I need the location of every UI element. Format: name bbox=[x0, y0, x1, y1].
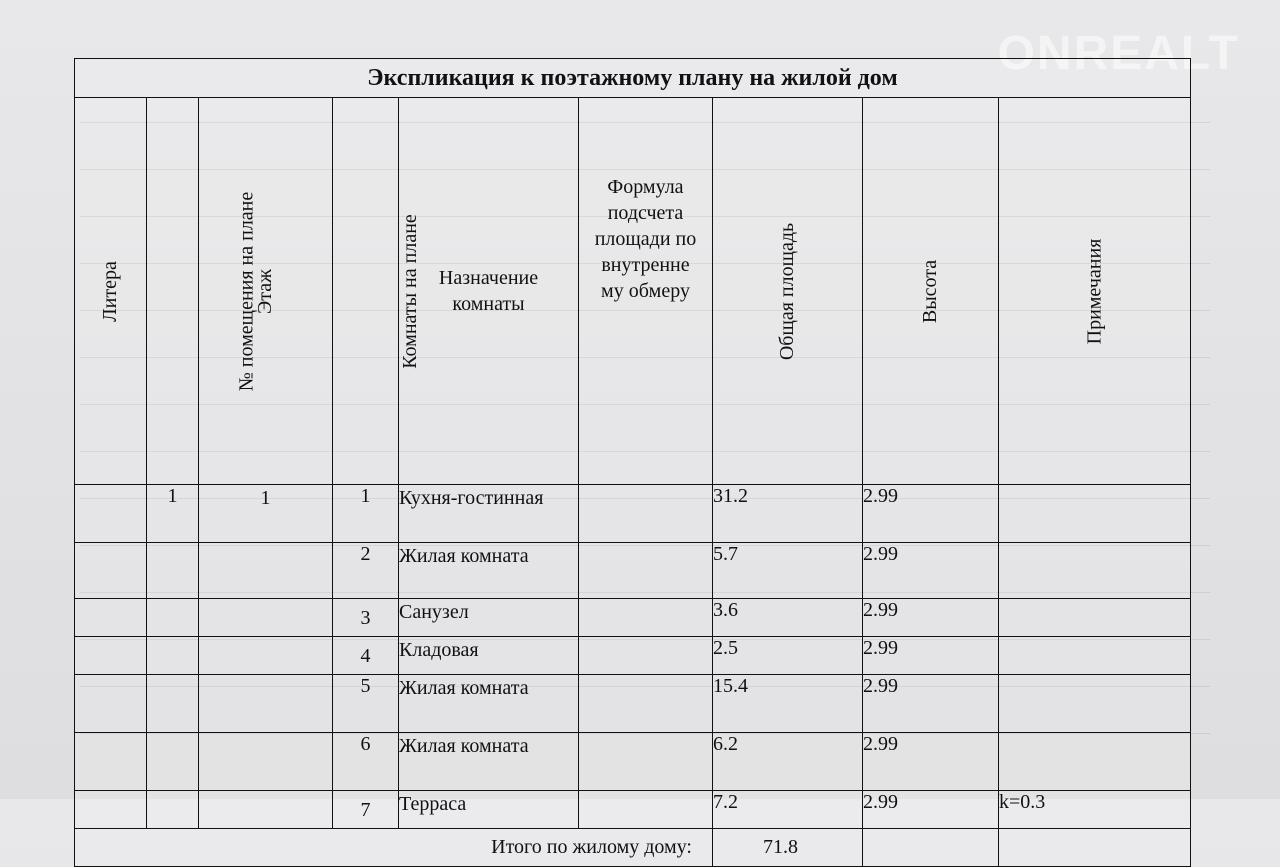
cell-area: 7.2 bbox=[713, 791, 863, 829]
cell-note bbox=[999, 485, 1191, 543]
cell-n: 1 bbox=[333, 485, 399, 543]
header-formula-label: Формула подсчета площади по внутренне му обмеру bbox=[594, 176, 697, 302]
total-note-empty bbox=[999, 829, 1191, 867]
table-row bbox=[75, 599, 1191, 637]
header-height bbox=[863, 98, 999, 485]
cell-name: Кухня-гостинная bbox=[399, 485, 579, 543]
cell-litera bbox=[75, 733, 147, 791]
cell-note: k=0.3 bbox=[999, 791, 1191, 829]
header-litera-label: Литера bbox=[98, 260, 121, 322]
cell-name: Санузел bbox=[399, 599, 579, 637]
header-notes bbox=[999, 98, 1191, 485]
cell-height: 2.99 bbox=[863, 599, 999, 637]
header-floor bbox=[199, 98, 333, 485]
table-row bbox=[75, 485, 1191, 543]
cell-formula bbox=[579, 637, 713, 675]
header-litera bbox=[75, 98, 147, 485]
explication-table bbox=[74, 58, 1191, 867]
cell-floor: 1 bbox=[199, 485, 333, 543]
header-room-no-label: № помещения на плане bbox=[235, 191, 258, 391]
cell-formula bbox=[579, 599, 713, 637]
cell-room-no bbox=[147, 791, 199, 829]
cell-name: Жилая комната bbox=[399, 675, 579, 733]
cell-room-no bbox=[147, 637, 199, 675]
cell-formula bbox=[579, 485, 713, 543]
header-purpose-label: Назначение комнаты bbox=[438, 267, 539, 315]
cell-note bbox=[999, 637, 1191, 675]
cell-floor bbox=[199, 791, 333, 829]
cell-n: 4 bbox=[333, 637, 399, 675]
cell-room-no bbox=[147, 733, 199, 791]
cell-note bbox=[999, 733, 1191, 791]
cell-room-no bbox=[147, 599, 199, 637]
header-area-label: Общая площадь bbox=[775, 222, 798, 360]
cell-litera bbox=[75, 637, 147, 675]
cell-litera bbox=[75, 675, 147, 733]
cell-name: Терраса bbox=[399, 791, 579, 829]
cell-litera bbox=[75, 599, 147, 637]
cell-formula bbox=[579, 733, 713, 791]
cell-litera bbox=[75, 543, 147, 599]
table-row bbox=[75, 543, 1191, 599]
cell-room-no bbox=[147, 675, 199, 733]
table-row bbox=[75, 733, 1191, 791]
cell-n: 3 bbox=[333, 599, 399, 637]
header-purpose bbox=[399, 98, 579, 485]
header-rooms-on-plan-label: Комнаты на плане bbox=[398, 213, 421, 369]
cell-floor bbox=[199, 599, 333, 637]
cell-name: Жилая комната bbox=[399, 733, 579, 791]
cell-name: Жилая комната bbox=[399, 543, 579, 599]
header-floor-label: Этаж bbox=[253, 268, 276, 314]
cell-area: 5.7 bbox=[713, 543, 863, 599]
cell-area: 2.5 bbox=[713, 637, 863, 675]
cell-note bbox=[999, 675, 1191, 733]
cell-area: 15.4 bbox=[713, 675, 863, 733]
header-formula bbox=[579, 98, 713, 485]
cell-floor bbox=[199, 733, 333, 791]
cell-floor bbox=[199, 543, 333, 599]
cell-n: 5 bbox=[333, 675, 399, 733]
table-title: Экспликация к поэтажному плану на жилой дом bbox=[75, 59, 1191, 98]
cell-name: Кладовая bbox=[399, 637, 579, 675]
cell-area: 3.6 bbox=[713, 599, 863, 637]
cell-n: 2 bbox=[333, 543, 399, 599]
cell-litera bbox=[75, 791, 147, 829]
header-rooms-on-plan bbox=[333, 98, 421, 485]
cell-height: 2.99 bbox=[863, 791, 999, 829]
cell-room-no: 1 bbox=[147, 485, 199, 543]
header-height-label: Высота bbox=[918, 259, 941, 323]
cell-area: 6.2 bbox=[713, 733, 863, 791]
cell-formula bbox=[579, 791, 713, 829]
header-notes-label: Примечания bbox=[1082, 238, 1105, 344]
total-height-empty bbox=[863, 829, 999, 867]
cell-height: 2.99 bbox=[863, 543, 999, 599]
cell-room-no bbox=[147, 543, 199, 599]
table-row bbox=[75, 791, 1191, 829]
cell-height: 2.99 bbox=[863, 485, 999, 543]
cell-note bbox=[999, 599, 1191, 637]
header-room-no bbox=[147, 98, 258, 485]
cell-n: 7 bbox=[333, 791, 399, 829]
cell-height: 2.99 bbox=[863, 637, 999, 675]
cell-formula bbox=[579, 675, 713, 733]
table-row bbox=[75, 675, 1191, 733]
table-row bbox=[75, 637, 1191, 675]
cell-area: 31.2 bbox=[713, 485, 863, 543]
total-label: Итого по жилому дому: bbox=[75, 829, 713, 867]
cell-floor bbox=[199, 637, 333, 675]
cell-floor bbox=[199, 675, 333, 733]
cell-note bbox=[999, 543, 1191, 599]
watermark-logo: ONREALT bbox=[997, 27, 1240, 80]
total-value: 71.8 bbox=[713, 829, 863, 867]
cell-height: 2.99 bbox=[863, 733, 999, 791]
cell-litera bbox=[75, 485, 147, 543]
total-row bbox=[75, 829, 1191, 867]
header-area bbox=[713, 98, 863, 485]
cell-formula bbox=[579, 543, 713, 599]
cell-height: 2.99 bbox=[863, 675, 999, 733]
cell-n: 6 bbox=[333, 733, 399, 791]
